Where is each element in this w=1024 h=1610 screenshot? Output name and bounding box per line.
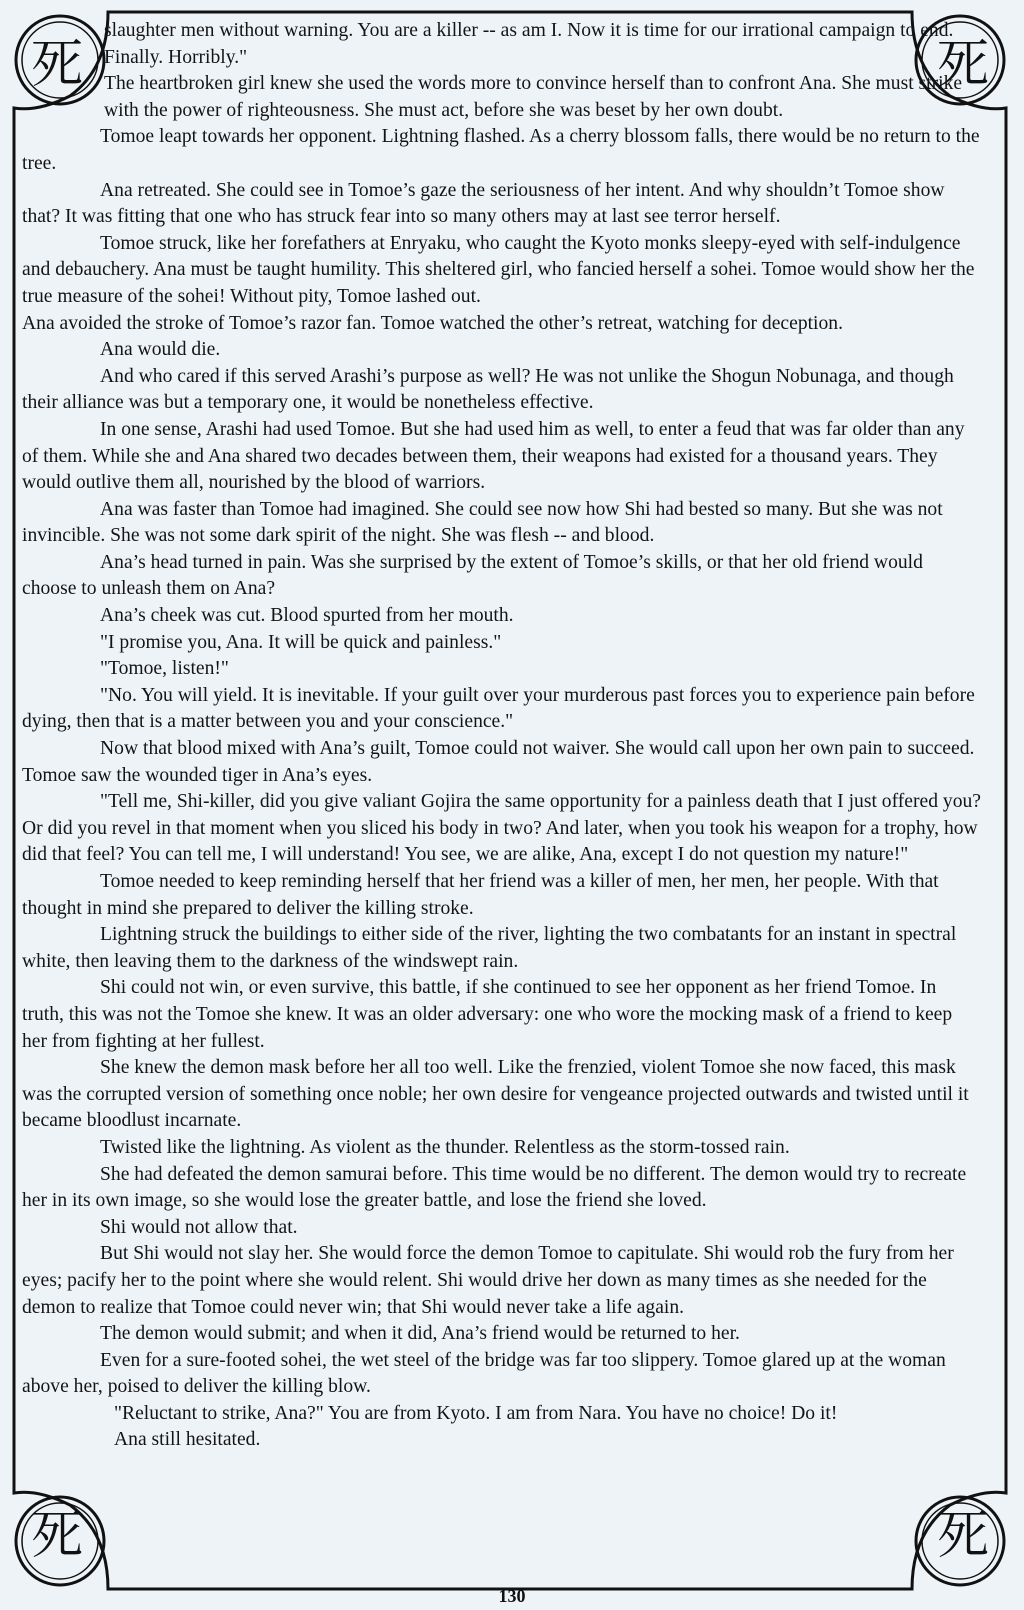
page-number: 130	[498, 1586, 526, 1606]
story-text	[22, 18, 982, 1454]
paragraph: In one sense, Arashi had used Tomoe. But she had used him as well, to enter a feud that was far older than any of them. While she and Ana shared two decades between them, their weapons had existed for a thousand years. They would outlive them all, nourished by the blood of warriors.	[22, 418, 965, 494]
paragraph: "Reluctant to strike, Ana?" You are from Kyoto. I am from Nara. You have no choice! Do it!	[114, 1402, 838, 1424]
paragraph: slaughter men without warning. You are a killer -- as am I. Now it is time for our irrational campaign to end. Finally. Horribly."	[104, 20, 954, 68]
death-kanji-icon: 死	[936, 35, 989, 95]
paragraph: Ana’s cheek was cut. Blood spurted from her mouth.	[100, 605, 514, 627]
paragraph: Tomoe needed to keep reminding herself that her friend was a killer of men, her men, her people. With that thought in mind she prepared to deliver the killing stroke.	[22, 871, 939, 919]
death-kanji-icon: 死	[936, 1506, 989, 1566]
paragraph: Shi could not win, or even survive, this battle, if she continued to see her opponent as her friend Tomoe. In truth, this was not the Tomoe she knew. It was an older adversary: one who wore the mocking mask of a friend to keep her from fighting at her fullest.	[22, 977, 953, 1052]
paragraph: Lightning struck the buildings to either side of the river, lighting the two combatants for an instant in spectral white, then leaving them to the darkness of the windswept rain.	[22, 924, 957, 972]
paragraph: Ana would die.	[100, 339, 221, 361]
paragraph: Ana retreated. She could see in Tomoe’s gaze the seriousness of her intent. And why shouldn’t Tomoe show that? It was fitting that one who has struck fear into so many others may at last see terror herself.	[22, 179, 945, 228]
paragraph: Ana was faster than Tomoe had imagined. She could see now how Shi had bested so many. But she was not invincible. She was not some dark spirit of the night. She was flesh -- and blood.	[22, 498, 943, 547]
paragraph: Tomoe struck, like her forefathers at Enryaku, who caught the Kyoto monks sleepy-eyed with self-indulgence and debauchery. Ana must be taught humility. This sheltered girl, who fancied herself a sohei. Tomoe would show her the true measure of the sohei! Without pity, Tomoe lashed out.	[22, 232, 975, 307]
paragraph: Shi would not allow that.	[100, 1216, 298, 1238]
paragraph: Even for a sure-footed sohei, the wet steel of the bridge was far too slippery. Tomoe glared up at the woman above her, poised to deliver the killing blow.	[22, 1349, 946, 1398]
paragraph: Ana avoided the stroke of Tomoe’s razor fan. Tomoe watched the other’s retreat, watching for deception.	[22, 312, 843, 334]
paragraph: Tomoe leapt towards her opponent. Lightning flashed. As a cherry blossom falls, there would be no return to the tree.	[22, 126, 980, 174]
paragraph: "No. You will yield. It is inevitable. If your guilt over your murderous past forces you to experience pain before dying, then that is a matter between you and your conscience."	[22, 684, 975, 733]
paragraph: The heartbroken girl knew she used the words more to convince herself than to confront Ana. She must strike with the power of righteousness. She must act, before she was beset by her own doubt.	[104, 73, 963, 121]
paragraph: "I promise you, Ana. It will be quick and painless."	[100, 631, 502, 653]
paragraph: But Shi would not slay her. She would force the demon Tomoe to capitulate. Shi would rob the fury from her eyes; pacify her to the point where she would relent. Shi would drive her down as many times as she needed for the demon to realize that Tomoe could never win; that Shi would never take a life again.	[22, 1243, 954, 1318]
paragraph: Ana’s head turned in pain. Was she surprised by the extent of Tomoe’s skills, or that her old friend would choose to unleash them on Ana?	[22, 551, 923, 600]
paragraph: "Tomoe, listen!"	[100, 658, 229, 680]
paragraph: The demon would submit; and when it did, Ana’s friend would be returned to her.	[100, 1323, 740, 1345]
paragraph: Now that blood mixed with Ana’s guilt, Tomoe could not waiver. She would call upon her own pain to succeed. Tomoe saw the wounded tiger in Ana’s eyes.	[22, 738, 975, 786]
paragraph: "Tell me, Shi-killer, did you give valiant Gojira the same opportunity for a painless death that I just offered you? Or did you revel in that moment when you sliced his body in two? And later, when you took his weapon for a trophy, how did that feel? You can tell me, I will understand! You see, we are alike, Ana, except I do not question my nature!"	[22, 791, 981, 866]
death-kanji-icon: 死	[30, 35, 83, 95]
paragraph: And who cared if this served Arashi’s purpose as well? He was not unlike the Shogun Nobunaga, and though their alliance was but a temporary one, it would be nonetheless effective.	[22, 365, 954, 414]
paragraph: She knew the demon mask before her all too well. Like the frenzied, violent Tomoe she now faced, this mask was the corrupted version of something once noble; her own desire for vengeance projected outwards and twisted until it became bloodlust incarnate.	[22, 1057, 969, 1132]
paragraph: Ana still hesitated.	[114, 1429, 261, 1451]
paragraph: She had defeated the demon samurai before. This time would be no different. The demon would try to recreate her in its own image, so she would lose the greater battle, and lose the friend she loved.	[22, 1163, 967, 1212]
death-kanji-icon: 死	[30, 1506, 83, 1566]
paragraph: Twisted like the lightning. As violent as the thunder. Relentless as the storm-tossed rain.	[100, 1136, 790, 1158]
